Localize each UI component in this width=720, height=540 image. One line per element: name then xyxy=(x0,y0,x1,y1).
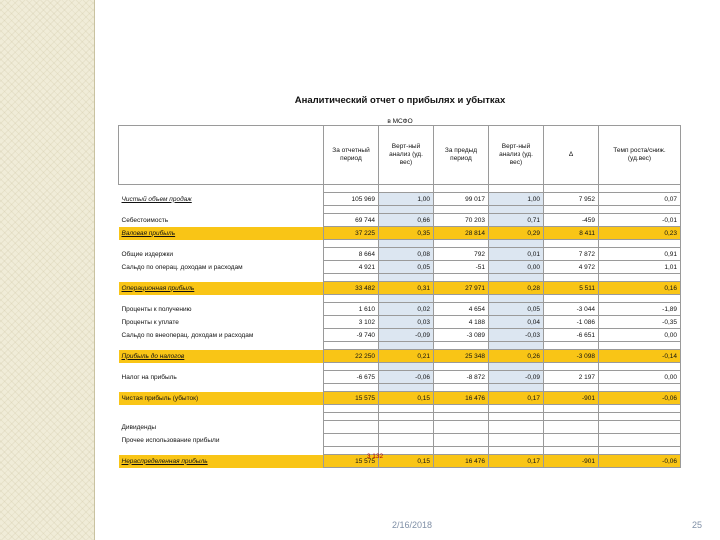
row-label: Налог на прибыль xyxy=(119,371,324,384)
note-value: 3 132 xyxy=(366,453,384,460)
cell-delta: -901 xyxy=(544,392,599,405)
row-label: Чистый объем продаж xyxy=(119,193,324,206)
cell-previous: 16 476 xyxy=(434,455,489,468)
row-label: Прибыль до налогов xyxy=(119,350,324,363)
row-label: Чистая прибыль (убыток) xyxy=(119,392,324,405)
cell-vert-previous: 0,17 xyxy=(489,455,544,468)
cell-delta xyxy=(544,434,599,447)
spacer-row xyxy=(119,384,681,392)
cell-delta: -901 xyxy=(544,455,599,468)
cell-delta: -6 651 xyxy=(544,329,599,342)
cell-vert-current: 0,05 xyxy=(379,261,434,274)
table-row xyxy=(119,214,681,227)
page-number: 25 xyxy=(692,520,703,530)
row-label: Прочее использование прибыли xyxy=(119,434,324,447)
cell-previous: 28 814 xyxy=(434,227,489,240)
cell-vert-current: 0,15 xyxy=(379,392,434,405)
cell-previous: 4 654 xyxy=(434,303,489,316)
spacer-row xyxy=(119,342,681,350)
cell-vert-previous: 0,04 xyxy=(489,316,544,329)
cell-current xyxy=(324,434,379,447)
cell-growth: -0,06 xyxy=(599,455,681,468)
cell-previous: 4 188 xyxy=(434,316,489,329)
spacer-row xyxy=(119,363,681,371)
cell-vert-current: 0,21 xyxy=(379,350,434,363)
cell-current: 3 102 xyxy=(324,316,379,329)
report-subtitle: в МСФО xyxy=(387,118,413,125)
cell-vert-previous: 0,01 xyxy=(489,248,544,261)
table-row xyxy=(119,316,681,329)
cell-delta: -3 044 xyxy=(544,303,599,316)
table-row xyxy=(119,193,681,206)
table-row-highlight xyxy=(119,350,681,363)
cell-vert-previous: 0,17 xyxy=(489,392,544,405)
cell-growth xyxy=(599,421,681,434)
cell-previous: 27 971 xyxy=(434,282,489,295)
cell-current: 1 610 xyxy=(324,303,379,316)
cell-vert-current: -0,09 xyxy=(379,329,434,342)
spacer-row xyxy=(119,447,681,455)
cell-vert-current: 0,08 xyxy=(379,248,434,261)
cell-growth: 0,91 xyxy=(599,248,681,261)
slide-sidebar xyxy=(0,0,95,540)
row-label: Валовая прибыль xyxy=(119,227,324,240)
cell-growth: 0,23 xyxy=(599,227,681,240)
table-row xyxy=(119,434,681,447)
cell-current xyxy=(324,421,379,434)
cell-delta: -3 098 xyxy=(544,350,599,363)
cell-current: 15 575 xyxy=(324,455,379,468)
row-label: Нераспределенная прибыль xyxy=(119,455,324,468)
cell-growth: -0,06 xyxy=(599,392,681,405)
cell-current: 33 482 xyxy=(324,282,379,295)
cell-growth: -1,89 xyxy=(599,303,681,316)
cell-vert-previous xyxy=(489,434,544,447)
cell-vert-previous xyxy=(489,421,544,434)
cell-vert-current: -0,06 xyxy=(379,371,434,384)
cell-previous: 16 476 xyxy=(434,392,489,405)
report-title: Аналитический отчет о прибылях и убытках xyxy=(294,95,506,106)
cell-delta: 5 511 xyxy=(544,282,599,295)
cell-vert-current xyxy=(379,421,434,434)
cell-growth: -0,14 xyxy=(599,350,681,363)
spacer-row xyxy=(119,413,681,421)
cell-delta: 7 872 xyxy=(544,248,599,261)
cell-vert-previous: 0,28 xyxy=(489,282,544,295)
header-vertical-analysis-current: Верт-ный анализ (уд. вес) xyxy=(379,126,434,185)
cell-current: -9 740 xyxy=(324,329,379,342)
cell-vert-current: 0,02 xyxy=(379,303,434,316)
cell-delta: 4 972 xyxy=(544,261,599,274)
cell-previous: 70 203 xyxy=(434,214,489,227)
cell-current: 4 921 xyxy=(324,261,379,274)
spacer-row xyxy=(119,295,681,303)
cell-current: 37 225 xyxy=(324,227,379,240)
spacer-row xyxy=(119,240,681,248)
cell-current: -6 675 xyxy=(324,371,379,384)
cell-delta xyxy=(544,421,599,434)
footer-date: 2/16/2018 xyxy=(392,520,433,530)
spacer-row xyxy=(119,206,681,214)
table-row xyxy=(119,329,681,342)
cell-vert-previous: 0,26 xyxy=(489,350,544,363)
cell-growth: -0,35 xyxy=(599,316,681,329)
cell-delta: 7 952 xyxy=(544,193,599,206)
row-label: Проценты к получению xyxy=(119,303,324,316)
cell-vert-current: 0,31 xyxy=(379,282,434,295)
cell-delta: -459 xyxy=(544,214,599,227)
cell-growth: 1,01 xyxy=(599,261,681,274)
row-label: Сальдо по внеоперац. доходам и расходам xyxy=(119,329,324,342)
row-label: Себестоимость xyxy=(119,214,324,227)
table-row-highlight xyxy=(119,455,681,468)
cell-vert-current: 0,35 xyxy=(379,227,434,240)
table-row xyxy=(119,303,681,316)
header-blank-cell xyxy=(119,126,324,185)
cell-current: 105 969 xyxy=(324,193,379,206)
cell-current: 69 744 xyxy=(324,214,379,227)
row-label: Дивиденды xyxy=(119,421,324,434)
cell-previous: 792 xyxy=(434,248,489,261)
cell-vert-current: 0,66 xyxy=(379,214,434,227)
cell-previous xyxy=(434,434,489,447)
spacer-row xyxy=(119,274,681,282)
table-row xyxy=(119,261,681,274)
cell-vert-previous: 1,00 xyxy=(489,193,544,206)
table-row xyxy=(119,421,681,434)
cell-previous: -3 089 xyxy=(434,329,489,342)
cell-previous xyxy=(434,421,489,434)
cell-vert-current: 0,03 xyxy=(379,316,434,329)
table-row-highlight xyxy=(119,392,681,405)
table-row-highlight xyxy=(119,227,681,240)
header-current-period: За отчетный период xyxy=(324,126,379,185)
cell-previous: 25 348 xyxy=(434,350,489,363)
cell-previous: 99 017 xyxy=(434,193,489,206)
cell-vert-current: 1,00 xyxy=(379,193,434,206)
cell-previous: -51 xyxy=(434,261,489,274)
row-label: Операционная прибыль xyxy=(119,282,324,295)
cell-vert-previous: 0,29 xyxy=(489,227,544,240)
cell-growth: 0,00 xyxy=(599,371,681,384)
cell-current: 8 664 xyxy=(324,248,379,261)
table-row xyxy=(119,248,681,261)
table-row-highlight xyxy=(119,282,681,295)
table-header-row xyxy=(119,126,681,185)
header-previous-period: За предыд период xyxy=(434,126,489,185)
header-vertical-analysis-previous: Верт-ный анализ (уд. вес) xyxy=(489,126,544,185)
cell-vert-current: 0,15 xyxy=(379,455,434,468)
table-row xyxy=(119,371,681,384)
cell-growth: 0,00 xyxy=(599,329,681,342)
header-growth-rate: Темп роста/сниж. (уд.вес) xyxy=(599,126,681,185)
cell-current: 15 575 xyxy=(324,392,379,405)
cell-growth xyxy=(599,434,681,447)
cell-vert-previous: -0,03 xyxy=(489,329,544,342)
row-label: Сальдо по операц. доходам и расходам xyxy=(119,261,324,274)
cell-delta: -1 086 xyxy=(544,316,599,329)
row-label: Проценты к уплате xyxy=(119,316,324,329)
cell-growth: 0,07 xyxy=(599,193,681,206)
cell-growth: 0,16 xyxy=(599,282,681,295)
cell-previous: -8 872 xyxy=(434,371,489,384)
spacer-row xyxy=(119,405,681,413)
cell-vert-previous: -0,09 xyxy=(489,371,544,384)
spacer-row xyxy=(119,185,681,193)
cell-delta: 2 197 xyxy=(544,371,599,384)
cell-vert-previous: 0,00 xyxy=(489,261,544,274)
cell-vert-previous: 0,05 xyxy=(489,303,544,316)
row-label: Общие издержки xyxy=(119,248,324,261)
cell-current: 22 250 xyxy=(324,350,379,363)
cell-growth: -0,01 xyxy=(599,214,681,227)
cell-vert-current xyxy=(379,434,434,447)
cell-delta: 8 411 xyxy=(544,227,599,240)
income-statement-table xyxy=(118,125,681,468)
cell-vert-previous: 0,71 xyxy=(489,214,544,227)
header-delta: Δ xyxy=(544,126,599,185)
